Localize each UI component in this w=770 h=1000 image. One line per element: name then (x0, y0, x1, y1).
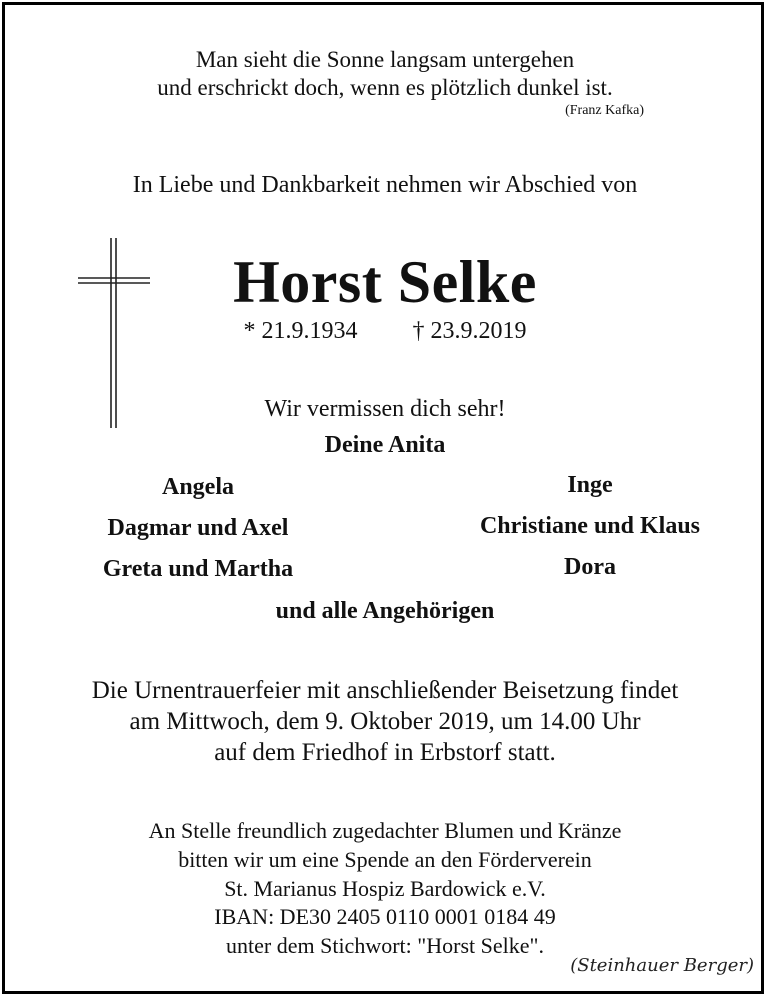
undertaker-signature: (Steinhauer Berger) (570, 955, 754, 976)
donation-line-1: An Stelle freundlich zugedachter Blumen und Kränze (148, 818, 622, 843)
donation-line-3: St. Marianus Hospiz Bardowick e.V. (224, 876, 546, 901)
farewell-text: Wir vermissen dich sehr! (264, 396, 506, 422)
donation-line-2: bitten wir um eine Spende an den Förderverein (178, 847, 592, 872)
motto-line-2: und erschrickt doch, wenn es plötzlich dunkel ist. (157, 75, 613, 100)
deceased-name: Horst Selke (233, 249, 537, 315)
mourner-left-3: Greta und Martha (102, 556, 294, 582)
mourner-right-2: Christiane und Klaus (479, 513, 701, 539)
motto-attribution: (Franz Kafka) (565, 103, 644, 118)
mourner-left-1: Angela (162, 474, 234, 500)
life-dates (0, 318, 770, 345)
spouse-name: Deine Anita (324, 432, 446, 458)
intro-text: In Liebe und Dankbarkeit nehmen wir Abschied von (132, 172, 638, 198)
birth-date: * 21.9.1934 (243, 318, 358, 344)
donation-iban: IBAN: DE30 2405 0110 0001 0184 49 (214, 904, 556, 929)
motto-line-1: Man sieht die Sonne langsam untergehen (195, 47, 575, 72)
death-date: † 23.9.2019 (412, 318, 527, 344)
mourner-right-3: Dora (564, 554, 616, 580)
ceremony-line-3: auf dem Friedhof in Erbstorf statt. (214, 739, 556, 766)
mourners-closing: und alle Angehörigen (275, 598, 495, 624)
donation-keyword: unter dem Stichwort: "Horst Selke". (226, 933, 544, 958)
mourner-right-1: Inge (567, 472, 613, 498)
mourner-left-2: Dagmar und Axel (107, 515, 289, 541)
ceremony-line-1: Die Urnentrauerfeier mit anschließender Beisetzung findet (91, 677, 679, 704)
ceremony-line-2: am Mittwoch, dem 9. Oktober 2019, um 14.00 Uhr (129, 708, 641, 735)
